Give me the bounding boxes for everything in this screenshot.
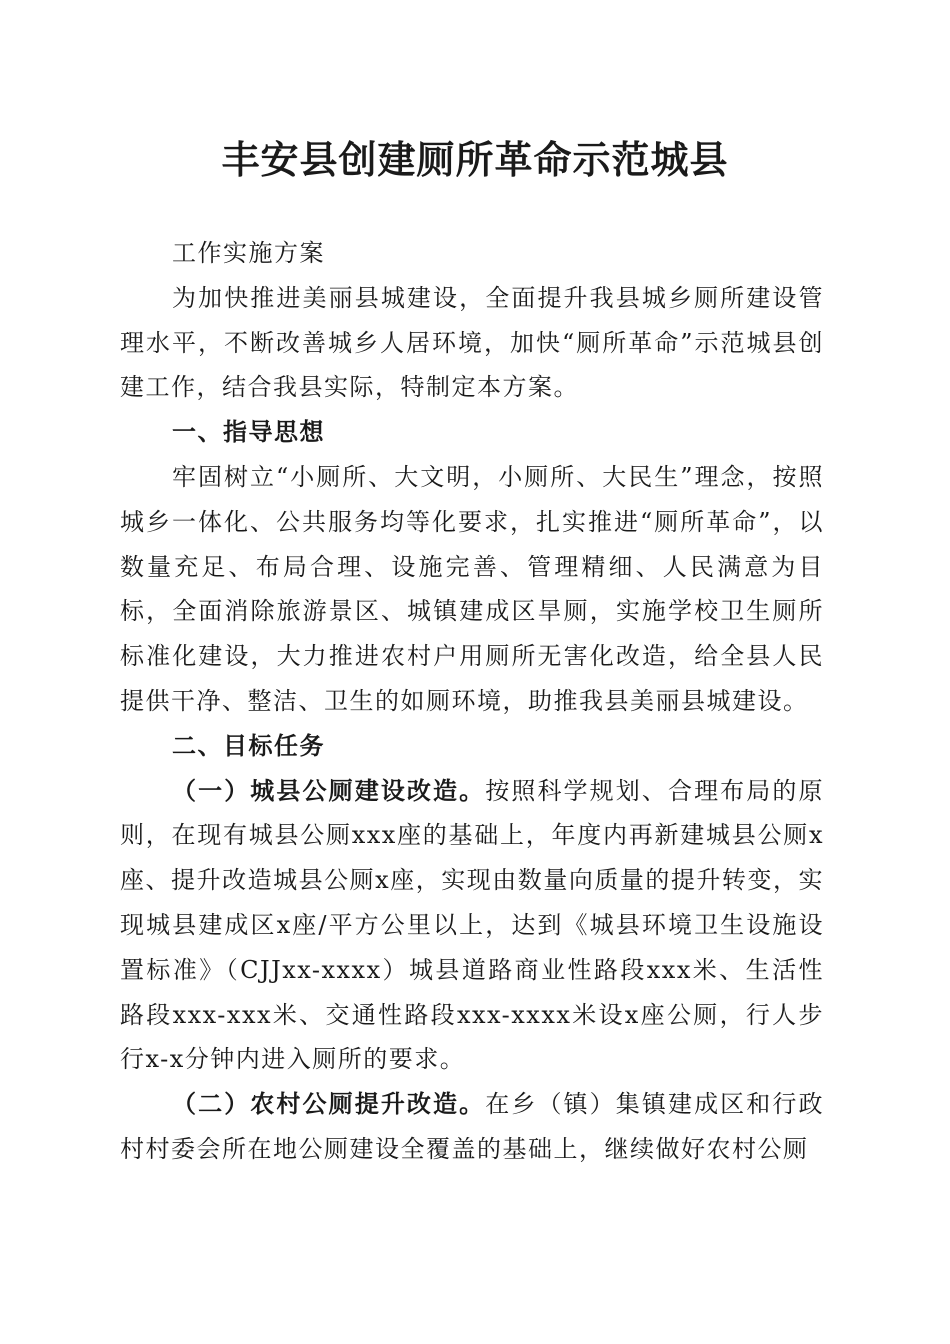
item-2-lead: （二）农村公厕提升改造。 [172, 1089, 486, 1119]
section-1-heading: 一、指导思想 [172, 417, 325, 447]
intro-paragraph: 为加快推进美丽县城建设，全面提升我县城乡厕所建设管理水平，不断改善城乡人居环境，加快“厕所革命”示范城县创建工作，结合我县实际，特制定本方案。 [120, 283, 824, 402]
section-1-paragraph: 牢固树立“小厕所、大文明，小厕所、大民生”理念，按照城乡一体化、公共服务均等化要求，扎实推进“厕所革命”，以数量充足、布局合理、设施完善、管理精细、人民满意为目标，全面消除旅游景区、城镇建成区旱厕，实施学校卫生厕所标准化建设，大力推进农村户用厕所无害化改造，给全县人民提供干净、整洁、卫生的如厕环境，助推我县美丽县城建设。 [120, 462, 824, 715]
item-2-paragraph [120, 1082, 824, 1172]
item-1-text: 按照科学规划、合理布局的原则，在现有城县公厕xxx座的基础上，年度内再新建城县公厕x座、提升改造城县公厕x座，实现由数量向质量的提升转变，实现城县建成区x座/平方公里以上，达到《城县环境卫生设施设置标准》（CJJxx-xxxx）城县道路商业性路段xxx米、生活性路段xxx-xxx米、交通性路段xxx-xxxx米设x座公厕，行人步行x-x分钟内进入厕所的要求。 [120, 776, 824, 1074]
document-body [120, 231, 824, 1172]
item-1-lead: （一）城县公厕建设改造。 [172, 775, 486, 805]
item-2-text: 在乡（镇）集镇建成区和行政村村委会所在地公厕建设全覆盖的基础上，继续做好农村公厕 [120, 1090, 824, 1163]
document-subtitle: 工作实施方案 [172, 239, 325, 267]
item-1-paragraph [120, 769, 824, 1083]
section-2-heading: 二、目标任务 [172, 730, 325, 760]
document-title: 丰安县创建厕所革命示范城县 [221, 137, 729, 182]
